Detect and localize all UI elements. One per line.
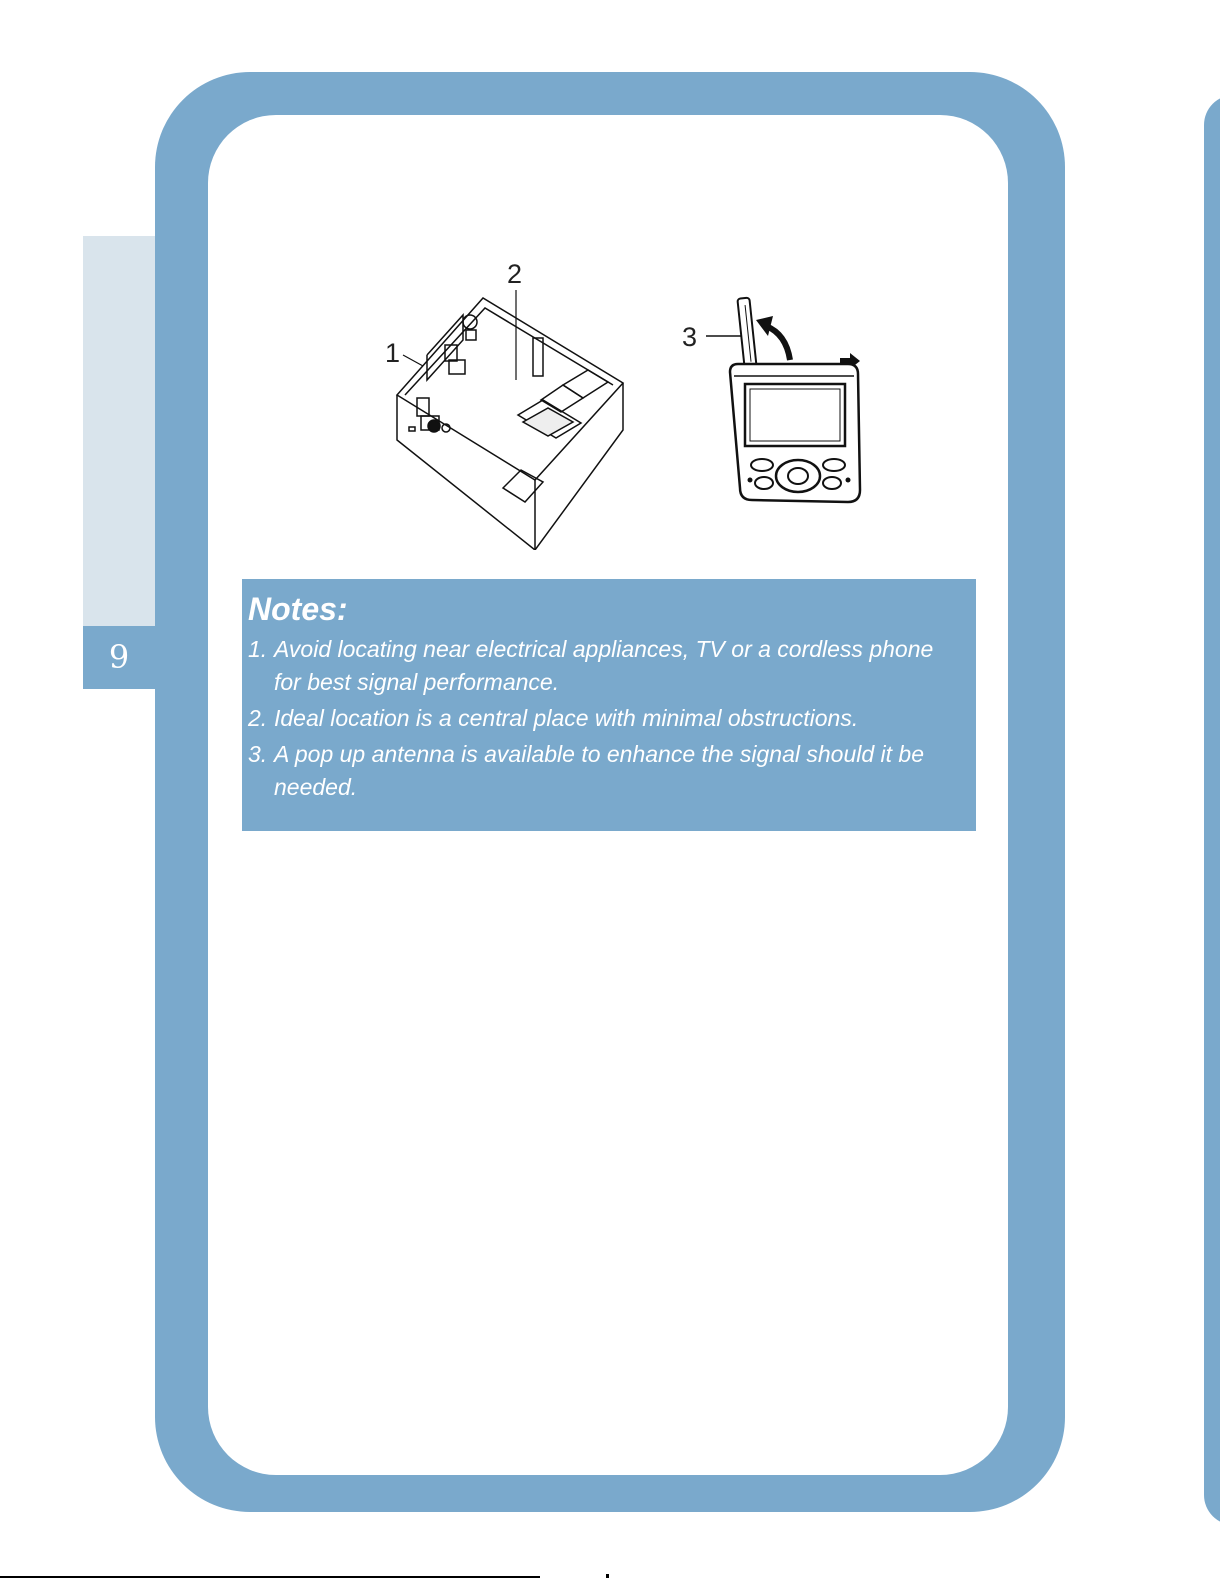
- room-layout-illustration: [383, 250, 683, 550]
- bottom-tick: [606, 1574, 609, 1578]
- page-number: 9: [83, 626, 155, 689]
- figure-label-2: 2: [507, 259, 523, 289]
- notes-box: [242, 579, 976, 831]
- antenna-up-arrow-icon: [756, 316, 790, 360]
- note-text: Ideal location is a central place with minimal obstructions.: [274, 705, 859, 731]
- next-page-frame-edge: [1204, 95, 1220, 1525]
- note-number: 1.: [248, 636, 268, 662]
- bottom-rule: [0, 1576, 540, 1578]
- figure-label-1: 1: [385, 338, 401, 368]
- note-item-2: [248, 702, 976, 735]
- note-item-1: [248, 633, 976, 699]
- figure-label-3: 3: [682, 322, 698, 352]
- note-item-3: [248, 738, 976, 804]
- note-text: A pop up antenna is available to enhance the signal should it be needed.: [274, 741, 925, 800]
- notes-list: [248, 633, 976, 804]
- note-text: Avoid locating near electrical appliances, TV or a cordless phone for best signal performance.: [274, 636, 934, 695]
- side-tab: [83, 236, 155, 626]
- monitor-with-antenna-illustration: [668, 280, 898, 530]
- notes-title: Notes:: [248, 591, 348, 627]
- note-number: 3.: [248, 741, 268, 767]
- note-number: 2.: [248, 705, 268, 731]
